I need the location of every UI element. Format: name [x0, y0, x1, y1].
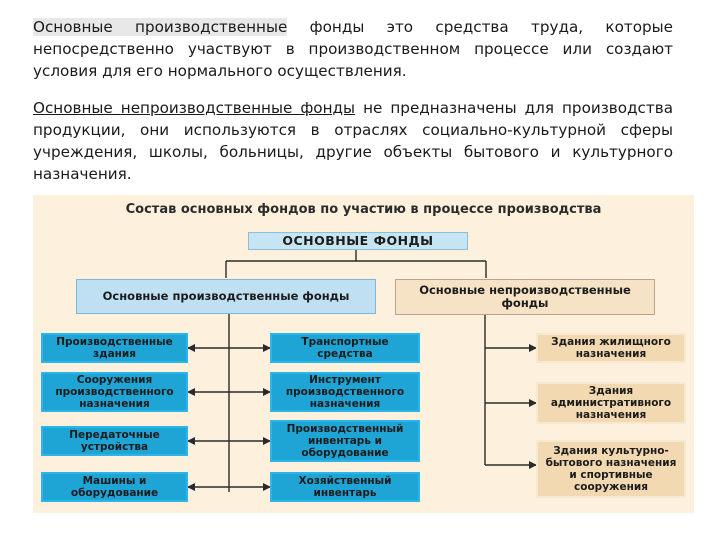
item-machinery-equipment: Машины и оборудование [41, 472, 188, 502]
item-administrative-buildings: Здания административного назначения [536, 382, 686, 424]
item-production-buildings: Производственные здания [41, 333, 188, 363]
item-production-tools: Инструмент производственного назначения [270, 372, 420, 412]
production-funds-paragraph [33, 16, 673, 82]
item-household-inventory: Хозяйственный инвентарь [270, 472, 420, 502]
diagram-title: Состав основных фондов по участию в процессе производства [125, 202, 602, 217]
fixed-assets-diagram [33, 195, 694, 513]
item-production-inventory: Производственный инвентарь и оборудование [270, 420, 420, 462]
item-cultural-buildings: Здания культурно-бытового назначения и спортивные сооружения [536, 440, 686, 498]
item-production-structures: Сооружения производственного назначения [41, 372, 188, 412]
production-funds-term: Основные производственные [33, 18, 288, 36]
nonproduction-funds-box: Основные непроизводственные фонды [395, 279, 655, 315]
item-transport-vehicles: Транспортные средства [270, 333, 420, 363]
item-housing-buildings: Здания жилищного назначения [536, 333, 686, 363]
item-transmission-devices: Передаточные устройства [41, 426, 188, 456]
production-funds-text: фонды это средства труда, которые непосредственно участвуют в производственном процессе или создают условия для его нормального осуществления. [33, 18, 673, 80]
nonproduction-funds-text: не предназначены для производства продукции, они используются в отраслях социально-культурной сферы учреждения, школы, больницы, другие объекты бытового и культурного назначения. [33, 99, 674, 183]
nonproduction-funds-term: Основные непроизводственные фонды [33, 99, 356, 117]
root-fixed-assets-box: ОСНОВНЫЕ ФОНДЫ [248, 232, 468, 250]
nonproduction-funds-paragraph [33, 97, 673, 185]
production-funds-box: Основные производственные фонды [76, 279, 376, 314]
